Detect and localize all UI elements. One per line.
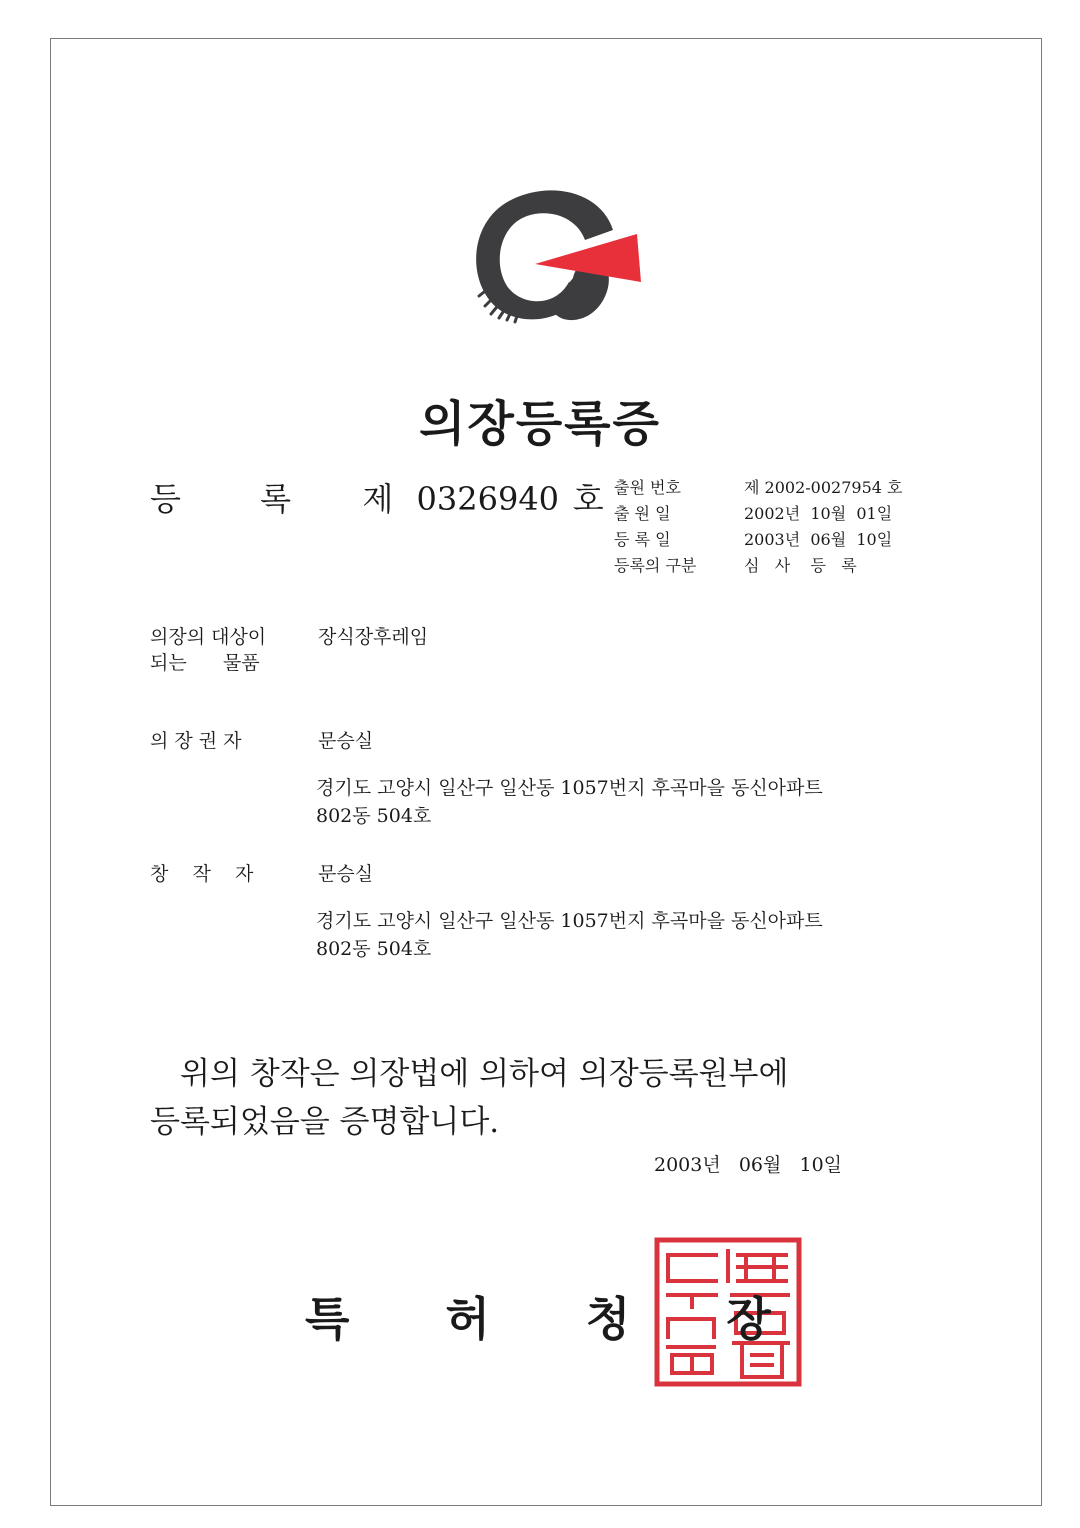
owner-address (316, 774, 823, 830)
owner-address-line1: 경기도 고양시 일산구 일산동 1057번지 후곡마을 동신아파트 (316, 777, 823, 799)
creator-address (316, 907, 823, 963)
meta-label: 출 원 일 (614, 504, 671, 523)
registration-number (150, 474, 604, 520)
registration-label-char: 등 (150, 480, 181, 518)
registration-label-char: 제 (362, 480, 394, 518)
certification-line: 등록되었음을 증명합니다. (150, 1104, 500, 1140)
owner-address-line2: 802동 504호 (316, 805, 432, 827)
meta-label: 등록의 구분 (614, 556, 697, 575)
meta-label: 출원 번호 (614, 478, 681, 497)
issue-date: 2003년 06월 10일 (654, 1154, 843, 1176)
certificate-title: 의장등록증 (419, 396, 661, 452)
registration-suffix: 호 (572, 480, 604, 518)
certification-statement (150, 1050, 788, 1146)
meta-label: 등 록 일 (614, 530, 671, 549)
certification-line: 위의 창작은 의장법에 의하여 의장등록원부에 (180, 1056, 789, 1092)
creator-label: 창 작 자 (150, 863, 254, 885)
creator-address-line1: 경기도 고양시 일산구 일산동 1057번지 후곡마을 동신아파트 (316, 910, 823, 932)
application-meta (614, 475, 902, 579)
meta-row (614, 553, 902, 579)
issuing-authority (305, 1283, 851, 1349)
authority-char: 특 (305, 1292, 350, 1346)
creator-name: 문승실 (318, 863, 374, 885)
authority-char: 허 (445, 1292, 490, 1346)
creator-address-line2: 802동 504호 (316, 938, 432, 960)
article-label: 의장의 대상이 (150, 626, 267, 648)
kipo-emblem-icon (455, 178, 655, 338)
registration-label-char: 록 (260, 480, 292, 518)
authority-char: 청 (585, 1292, 631, 1346)
article-value: 장식장후레임 (318, 626, 429, 648)
meta-row (614, 475, 902, 501)
meta-row (614, 501, 902, 527)
meta-value: 제 2002-0027954 호 (744, 478, 903, 497)
article-label-line2: 되는 물품 (150, 652, 260, 674)
authority-char: 장 (726, 1292, 771, 1346)
meta-row (614, 527, 902, 553)
meta-value: 2002년 10월 01일 (744, 504, 893, 523)
owner-label: 의 장 권 자 (150, 730, 242, 752)
owner-name: 문승실 (318, 730, 374, 752)
meta-value: 2003년 06월 10일 (744, 530, 893, 549)
meta-value: 심 사 등 록 (744, 556, 857, 575)
registration-number-value: 0326940 (416, 480, 560, 518)
